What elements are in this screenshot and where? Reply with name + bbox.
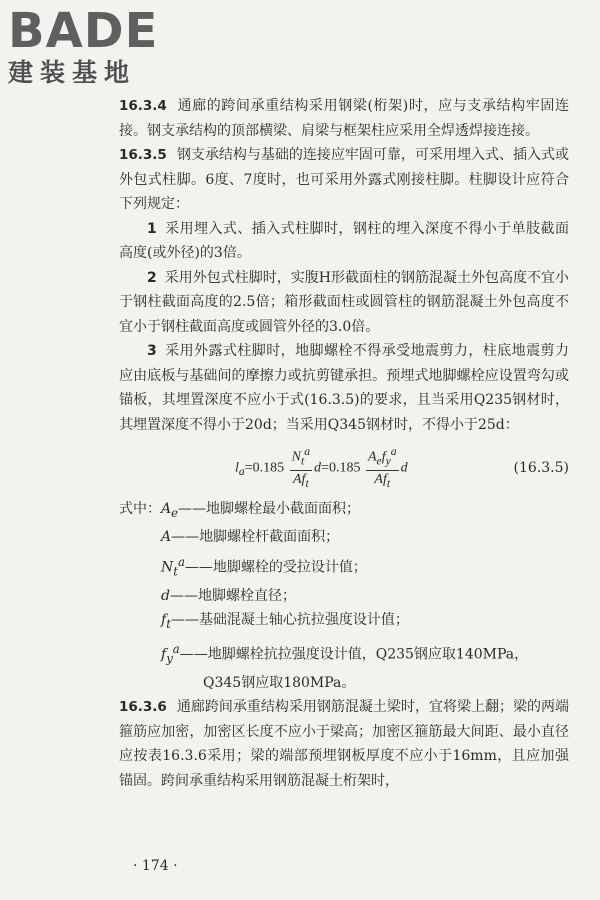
clause-number: 16.3.5 xyxy=(119,147,167,163)
formula-lhs: l xyxy=(235,460,239,476)
list-item-2 xyxy=(119,266,569,340)
formula-16-3-5 xyxy=(119,443,569,493)
formula-d-2: d xyxy=(400,460,408,476)
frac2-num-f: f xyxy=(381,449,386,465)
legend-symbol: A xyxy=(161,501,172,517)
item-text: 采用外露式柱脚时，地脚螺栓不得承受地震剪力，柱底地震剪力应由底板与基础间的摩擦力或抗剪键承担。预埋式地脚螺栓应设置弯勾或锚板，其埋置深度不应小于式(16.3.5)的要求，且当采用Q235钢材时，其埋置深度不得小于20d；当采用Q345钢材时，不得小于25d： xyxy=(119,343,569,433)
legend-entry-2 xyxy=(119,525,569,550)
clause-number: 16.3.4 xyxy=(119,98,167,114)
legend-symbol-sub: t xyxy=(173,564,178,579)
legend-symbol-sub: y xyxy=(166,651,173,665)
legend-symbol: f xyxy=(161,612,167,629)
frac1-num-sub: t xyxy=(300,454,305,468)
formula-eq2: =0.185 xyxy=(321,460,361,476)
frac2-num: A xyxy=(367,449,377,465)
legend-desc: ——地脚螺栓的受拉设计值； xyxy=(184,559,367,576)
item-number: 2 xyxy=(147,269,157,286)
clause-16-3-5 xyxy=(119,143,569,217)
clause-16-3-4 xyxy=(119,94,569,143)
frac2-num-sub: e xyxy=(376,454,382,468)
legend-entry-6 xyxy=(119,637,569,671)
item-text: 采用外包式柱脚时，实腹H形截面柱的钢筋混凝土外包高度不宜小于钢柱截面高度的2.5倍；箱形截面柱或圆管柱的钢筋混凝土外包高度不宜小于钢柱截面高度或圆管外径的3.0倍。 xyxy=(119,269,569,335)
legend-symbol: A xyxy=(161,529,172,546)
legend-desc: ——基础混凝土轴心抗拉强度设计值； xyxy=(170,612,409,629)
formula-number: (16.3.5) xyxy=(513,460,569,476)
legend-continuation: Q345钢应取180MPa。 xyxy=(203,674,356,691)
list-item-1 xyxy=(119,217,569,266)
frac1-num-sup: a xyxy=(304,445,311,458)
page-number: · 174 · xyxy=(133,858,178,874)
frac1-den-sub: t xyxy=(305,477,309,491)
legend-entry-3 xyxy=(119,550,569,584)
frac1-num: N xyxy=(291,449,301,465)
formula-lhs-sub: a xyxy=(238,465,245,479)
clause-text: 通廊的跨间承重结构采用钢梁(桁架)时，应与支承结构牢固连接。钢支承结构的顶部横梁、肩梁与框架柱应采用全焊透焊接连接。 xyxy=(119,98,569,139)
legend-desc: ——地脚螺栓抗拉强度设计值，Q235钢应取140MPa， xyxy=(179,646,529,663)
logo-brand: BADE xyxy=(8,3,159,59)
legend-desc: ——地脚螺栓最小截面面积； xyxy=(178,501,361,517)
frac2-num-f-sup: a xyxy=(390,445,397,458)
legend-entry-5 xyxy=(119,608,569,636)
clause-text: 钢支承结构与基础的连接应牢固可靠，可采用埋入式、插入式或外包式柱脚。6度、7度时，也可采用外露式刚接柱脚。柱脚设计应符合下列规定： xyxy=(119,147,569,212)
legend-symbol: N xyxy=(161,559,174,576)
frac2-num-f-sub: y xyxy=(385,454,391,468)
legend-symbol: f xyxy=(161,646,167,663)
logo-subtitle: 建装基地 xyxy=(8,58,137,87)
formula-expression xyxy=(235,443,408,493)
legend-symbol: d xyxy=(161,587,170,604)
frac2-den: Af xyxy=(374,472,387,488)
legend-desc: ——地脚螺栓直径； xyxy=(169,587,296,604)
bade-logo xyxy=(8,3,178,88)
list-item-3 xyxy=(119,339,569,437)
legend-entry-1 xyxy=(119,497,569,525)
clause-text: 通廊跨间承重结构采用钢筋混凝土梁时，宜将梁上翻；梁的两端箍筋应加密，加密区长度不应小于梁高；加密区箍筋最大间距、最小直径应按表16.3.6采用；梁的端部预埋钢板厚度不应小于16mm，且应加强锚固。跨间承重结构采用钢筋混凝土桁架时， xyxy=(119,699,569,789)
formula-d: d xyxy=(314,460,322,476)
item-number: 1 xyxy=(147,220,157,237)
legend-symbol-sup: a xyxy=(172,641,180,656)
formula-eq1: =0.185 xyxy=(244,460,285,476)
formula-fraction-2 xyxy=(366,443,399,493)
legend-symbol-sub: t xyxy=(166,617,171,632)
document-body xyxy=(119,94,569,793)
legend-entry-4 xyxy=(119,584,569,609)
legend-symbol-sub: e xyxy=(171,505,179,520)
item-text: 采用埋入式、插入式柱脚时，钢柱的埋入深度不得小于单肢截面高度(或外径)的3倍。 xyxy=(119,220,569,261)
legend-symbol-sup: a xyxy=(177,554,185,569)
formula-fraction-1 xyxy=(290,443,312,493)
clause-number: 16.3.6 xyxy=(119,699,167,715)
frac1-den: Af xyxy=(292,472,306,488)
frac2-den-sub: t xyxy=(386,477,391,491)
clause-16-3-6 xyxy=(119,695,569,793)
legend-intro: 式中： xyxy=(119,501,161,517)
item-number: 3 xyxy=(147,343,157,359)
legend-desc: ——地脚螺栓杆截面面积； xyxy=(171,529,340,546)
